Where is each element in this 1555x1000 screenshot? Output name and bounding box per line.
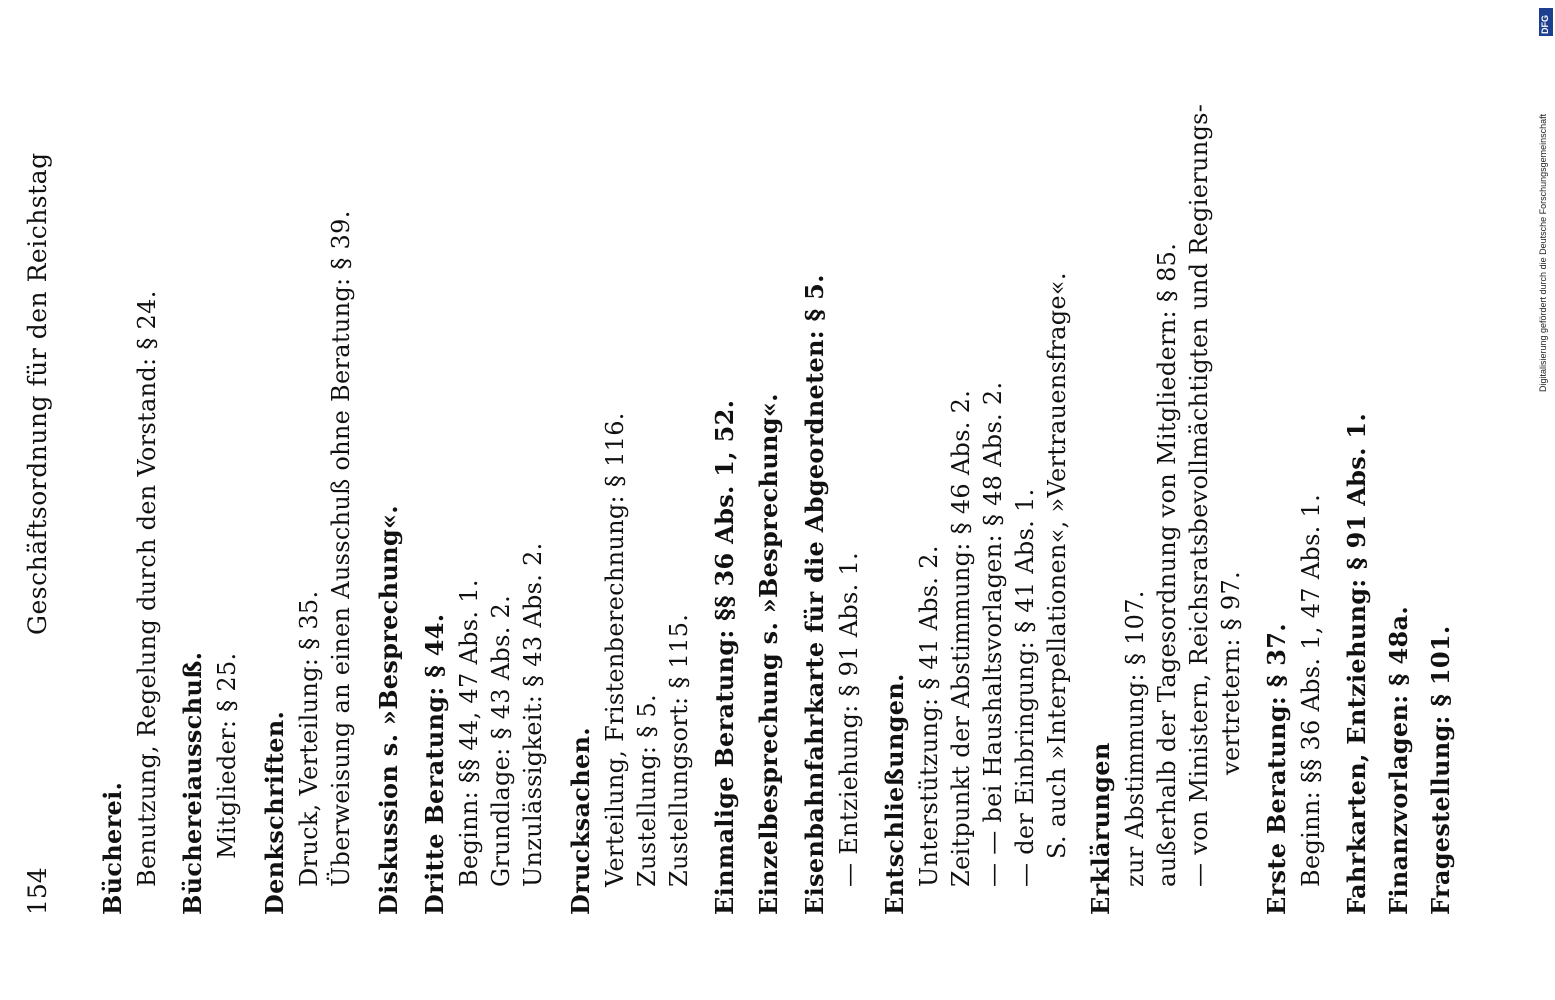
dfg-logo [1539,8,1553,36]
page-header [18,15,58,915]
rotated-page-content [18,15,1458,915]
dfg-logo-text: DFG [1540,15,1550,34]
index-heading: Einmalige Beratung: §§ 36 Abs. 1, 52. [710,399,739,915]
index-subentry: Beginn: §§ 44, 47 Abs. 1. [455,579,483,887]
index-heading: Büchereiausschuß. [178,651,207,915]
index-subentry: — Entziehung: § 91 Abs. 1. [835,552,863,887]
index-subentry: — — bei Haushaltsvorlagen: § 48 Abs. 2. [979,381,1007,887]
index-subentry: Verteilung, Fristenberechnung: § 116. [601,412,629,887]
index-subentry: Zeitpunkt der Abstimmung: § 46 Abs. 2. [947,389,975,887]
index-heading: Drucksachen. [566,727,595,915]
index-subentry: — von Ministern, Reichsratsbevollmächtigten und Regierungs- [1185,103,1213,887]
index-subentry: Zustellungsort: § 115. [665,613,693,887]
index-heading: Erklärungen [1086,742,1115,915]
index-subentry: Überweisung an einen Ausschuß ohne Beratung: § 39. [327,210,355,887]
index-subentry: — der Einbringung: § 41 Abs. 1. [1011,488,1039,887]
page-number: 154 [23,867,52,915]
index-heading: Finanzvorlagen: § 48a. [1384,605,1413,915]
index-heading: Diskussion s. »Besprechung«. [374,505,403,915]
index-subentry: S. auch »Interpellationen«, »Vertrauensfrage«. [1043,272,1071,859]
index-subentry: Unterstützung: § 41 Abs. 2. [915,545,943,887]
digitization-credit-text: Digitalisierung gefördert durch die Deutsche Forschungsgemeinschaft [1538,113,1548,392]
index-heading: Erste Beratung: § 37. [1262,623,1291,915]
index-subentry: Grundlage: § 43 Abs. 2. [487,594,515,887]
index-heading: Bücherei. [98,781,127,915]
index-heading: Fahrkarten, Entziehung: § 91 Abs. 1. [1342,412,1371,915]
index-subentry: Druck, Verteilung: § 35. [295,590,323,887]
index-subentry: Beginn: §§ 36 Abs. 1, 47 Abs. 1. [1297,493,1325,887]
index-heading: Einzelbesprechung s. »Besprechung«. [754,393,783,915]
index-subentry: zur Abstimmung: § 107. [1121,590,1149,887]
index-heading: Dritte Beratung: § 44. [420,613,449,915]
index-subentry: außerhalb der Tagesordnung von Mitgliedern: § 85. [1153,242,1181,887]
index-subentry: Unzulässigkeit: § 43 Abs. 2. [519,542,547,887]
index-heading: Entschließungen. [880,673,909,915]
index-subentry: Zustellung: § 5. [633,694,661,887]
index-heading: Fragestellung: § 101. [1426,625,1455,915]
page-title: Geschäftsordnung für den Reichstag [23,152,52,635]
index-subentry: Mitglieder: § 25. [213,652,241,859]
index-subentry: vertretern: § 97. [1217,571,1245,775]
index-heading: Denkschriften. [260,710,289,915]
index-heading: Eisenbahnfahrkarte für die Abgeordneten: § 5. [800,274,829,915]
index-subentry: Benutzung, Regelung durch den Vorstand: § 24. [133,290,161,887]
